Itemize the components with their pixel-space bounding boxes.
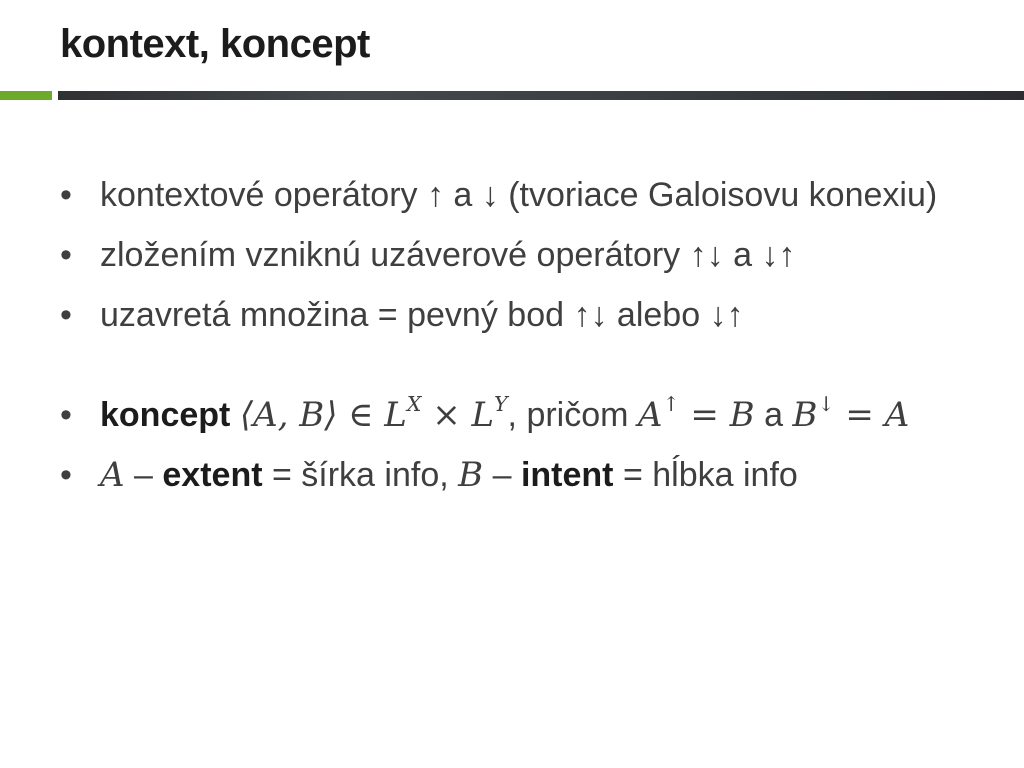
formula-pair: ⟨A, B⟩ ∈ L [239,395,407,435]
concept-term: koncept [100,396,231,434]
concept-formula [239,391,508,435]
dash: – [134,456,153,494]
dash: – [492,456,512,494]
condition-2-rest: = A [834,395,910,435]
condition-1-base: A [637,395,663,435]
extent-definition: = šírka info, [271,456,449,494]
title-accent-green-bar [0,91,52,100]
condition-2 [792,391,910,435]
condition-1-rest: = B [679,395,755,435]
intent-definition: = hĺbka info [622,456,798,494]
condition-2-base: B [792,395,818,435]
bullet-context-operators [60,170,980,220]
slide-title: kontext, koncept [60,22,370,66]
and-text: a [764,396,784,434]
formula-sup-y: Y [494,391,508,416]
condition-1-sup: ↑ [662,391,680,416]
intent-term: intent [520,456,614,494]
var-a: A [100,455,125,495]
bullet-list [60,170,980,510]
bullet-closed-set [60,290,980,340]
var-b: B [458,455,484,495]
formula-sup-x: X [406,391,422,416]
bullet-concept-definition [60,390,980,440]
bullet-extent-intent [60,450,980,500]
title-accent-dark-bar [58,91,1024,100]
bullet-text: kontextové operátory ↑ a ↓ (tvoriace Galoisovu konexiu) [100,176,938,214]
bullet-text: zložením vzniknú uzáverové operátory ↑↓ a ↓↑ [100,236,796,274]
condition-1 [637,391,755,435]
bullet-text: uzavretá množina = pevný bod ↑↓ alebo ↓↑ [100,296,744,334]
concept-mid-text: , pričom [507,396,629,434]
condition-2-sup: ↓ [817,391,835,416]
bullet-closure-operators [60,230,980,280]
formula-times: × L [421,395,495,435]
extent-term: extent [162,456,263,494]
